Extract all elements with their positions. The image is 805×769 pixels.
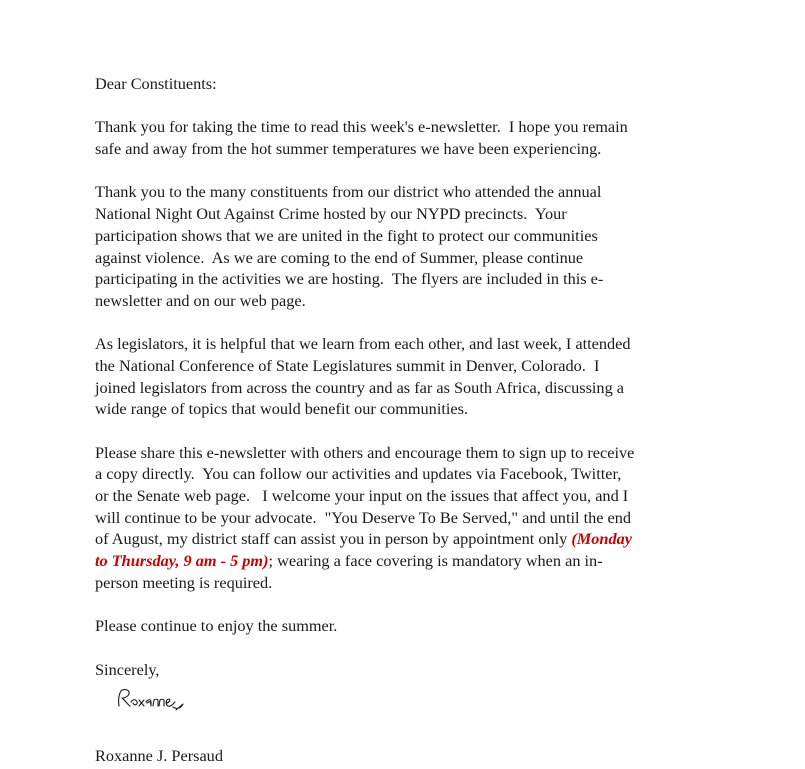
- letter-body: [95, 73, 735, 767]
- paragraph-1-line-2: safe and away from the hot summer temperatures we have been experiencing.: [95, 139, 602, 159]
- office-hours-highlight-start: (Monday: [571, 529, 632, 549]
- paragraph-gap: [95, 312, 735, 334]
- paragraph-4-line-1: Please share this e-newsletter with others and encourage them to sign up to receive: [95, 442, 635, 462]
- paragraph-4-line-4: will continue to be your advocate. "You Deserve To Be Served," and until the end: [95, 507, 632, 527]
- paragraph-2-line-2: National Night Out Against Crime hosted by our NYPD precincts. Your: [95, 204, 567, 224]
- line-6-text: ; wearing a face covering is mandatory when an in-: [268, 551, 603, 571]
- paragraph-3-line-1: As legislators, it is helpful that we learn from each other, and last week, I attended: [95, 334, 631, 354]
- paragraph-gap: [95, 95, 735, 117]
- paragraph-2-line-5: participating in the activities we are hosting. The flyers are included in this e-: [95, 269, 604, 289]
- salutation: Dear Constituents:: [95, 74, 217, 93]
- paragraph-5: Please continue to enjoy the summer.: [95, 616, 338, 636]
- paragraph-3-line-3: joined legislators from across the country and as far as South Africa, discussing a: [95, 377, 625, 397]
- signature: [95, 680, 735, 745]
- office-hours-highlight-end: to Thursday, 9 am - 5 pm): [95, 551, 269, 571]
- sender-name: Roxanne J. Persaud: [95, 746, 223, 766]
- paragraph-2-line-1: Thank you to the many constituents from our district who attended the annual: [95, 182, 602, 202]
- paragraph-4-line-3: or the Senate web page. I welcome your input on the issues that affect you, and I: [95, 486, 629, 506]
- signature-image: [113, 686, 193, 714]
- paragraph-4-line-6: [95, 550, 735, 572]
- paragraph-2-line-6: newsletter and on our web page.: [95, 290, 306, 310]
- paragraph-gap: [95, 160, 735, 182]
- paragraph-1-line-1: Thank you for taking the time to read this week's e-newsletter. I hope you remain: [95, 117, 628, 137]
- paragraph-3-line-2: the National Conference of State Legislatures summit in Denver, Colorado. I: [95, 355, 600, 375]
- paragraph-2-line-3: participation shows that we are united in the fight to protect our communities: [95, 225, 598, 245]
- paragraph-4-line-2: a copy directly. You can follow our activities and updates via Facebook, Twitter,: [95, 464, 622, 484]
- paragraph-4-line-5: [95, 528, 735, 550]
- paragraph-2-line-4: against violence. As we are coming to the end of Summer, please continue: [95, 247, 584, 267]
- paragraph-gap: [95, 637, 735, 659]
- paragraph-gap: [95, 594, 735, 616]
- paragraph-3-line-4: wide range of topics that would benefit our communities.: [95, 399, 469, 419]
- paragraph-gap: [95, 420, 735, 442]
- line-5-text: of August, my district staff can assist you in person by appointment only: [95, 529, 572, 549]
- closing: Sincerely,: [95, 659, 160, 679]
- paragraph-4-line-7: person meeting is required.: [95, 572, 273, 592]
